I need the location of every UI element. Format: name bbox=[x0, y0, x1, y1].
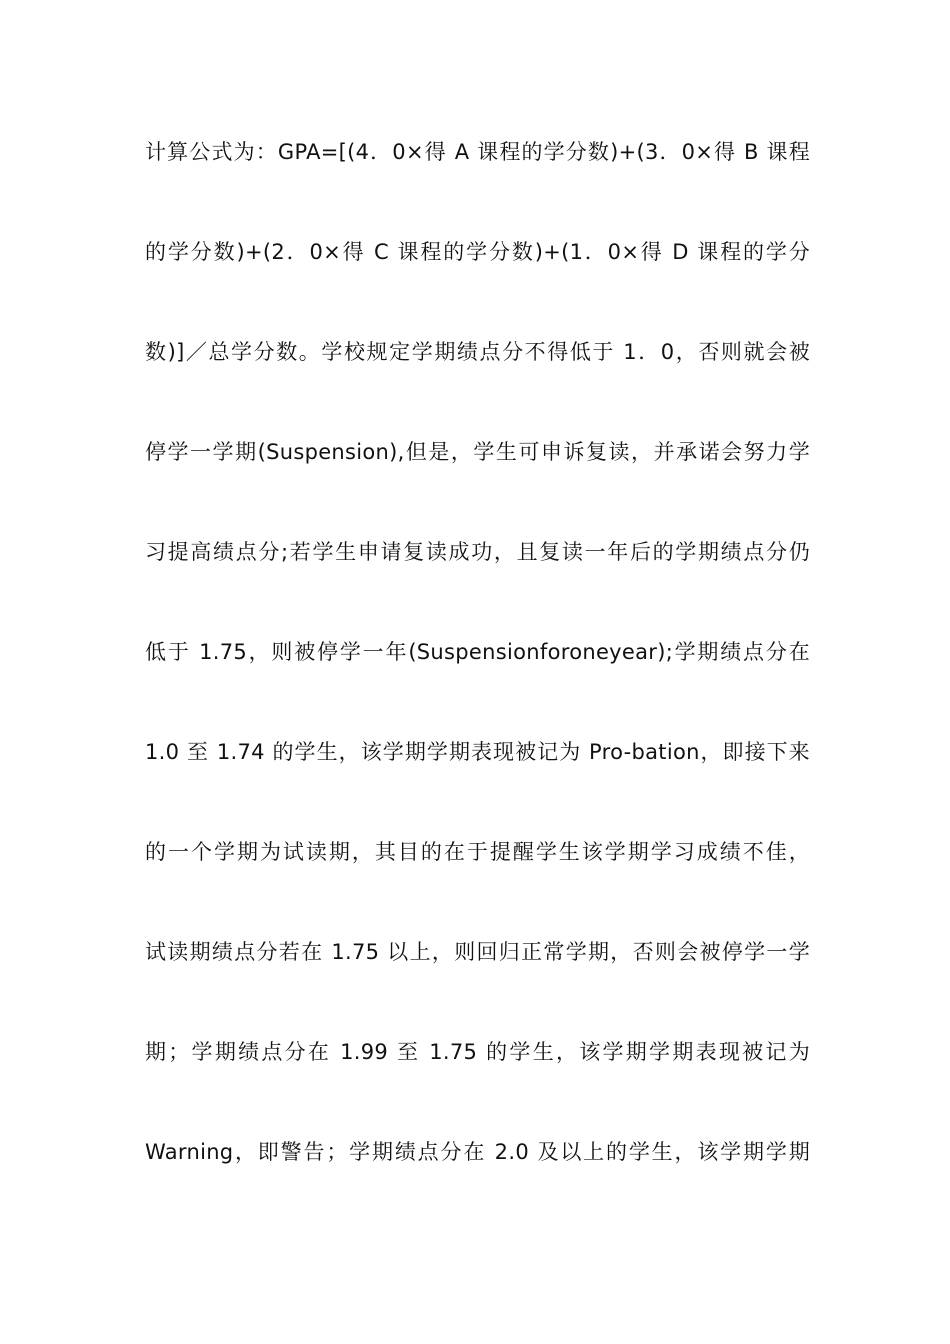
text-line-7: 1.0 至 1.74 的学生，该学期学期表现被记为 Pro-bation，即接下来 bbox=[145, 740, 810, 764]
text-line-5: 习提高绩点分;若学生申请复读成功，且复读一年后的学期绩点分仍 bbox=[145, 540, 810, 564]
text-line-2: 的学分数)+(2．0×得 C 课程的学分数)+(1．0×得 D 课程的学分 bbox=[145, 240, 810, 264]
text-line-11: Warning，即警告；学期绩点分在 2.0 及以上的学生，该学期学期 bbox=[145, 1140, 810, 1164]
text-line-8: 的一个学期为试读期，其目的在于提醒学生该学期学习成绩不佳， bbox=[145, 840, 810, 864]
text-line-3: 数)]／总学分数。学校规定学期绩点分不得低于 1．0，否则就会被 bbox=[145, 340, 810, 364]
text-line-10: 期；学期绩点分在 1.99 至 1.75 的学生，该学期学期表现被记为 bbox=[145, 1040, 810, 1064]
text-line-4: 停学一学期(Suspension),但是，学生可申诉复读，并承诺会努力学 bbox=[145, 440, 810, 464]
text-line-9: 试读期绩点分若在 1.75 以上，则回归正常学期，否则会被停学一学 bbox=[145, 940, 810, 964]
text-line-1: 计算公式为：GPA=[(4．0×得 A 课程的学分数)+(3．0×得 B 课程 bbox=[145, 140, 810, 164]
body-text bbox=[145, 128, 810, 1228]
text-line-6: 低于 1.75，则被停学一年(Suspensionforoneyear);学期绩点分在 bbox=[145, 640, 810, 664]
